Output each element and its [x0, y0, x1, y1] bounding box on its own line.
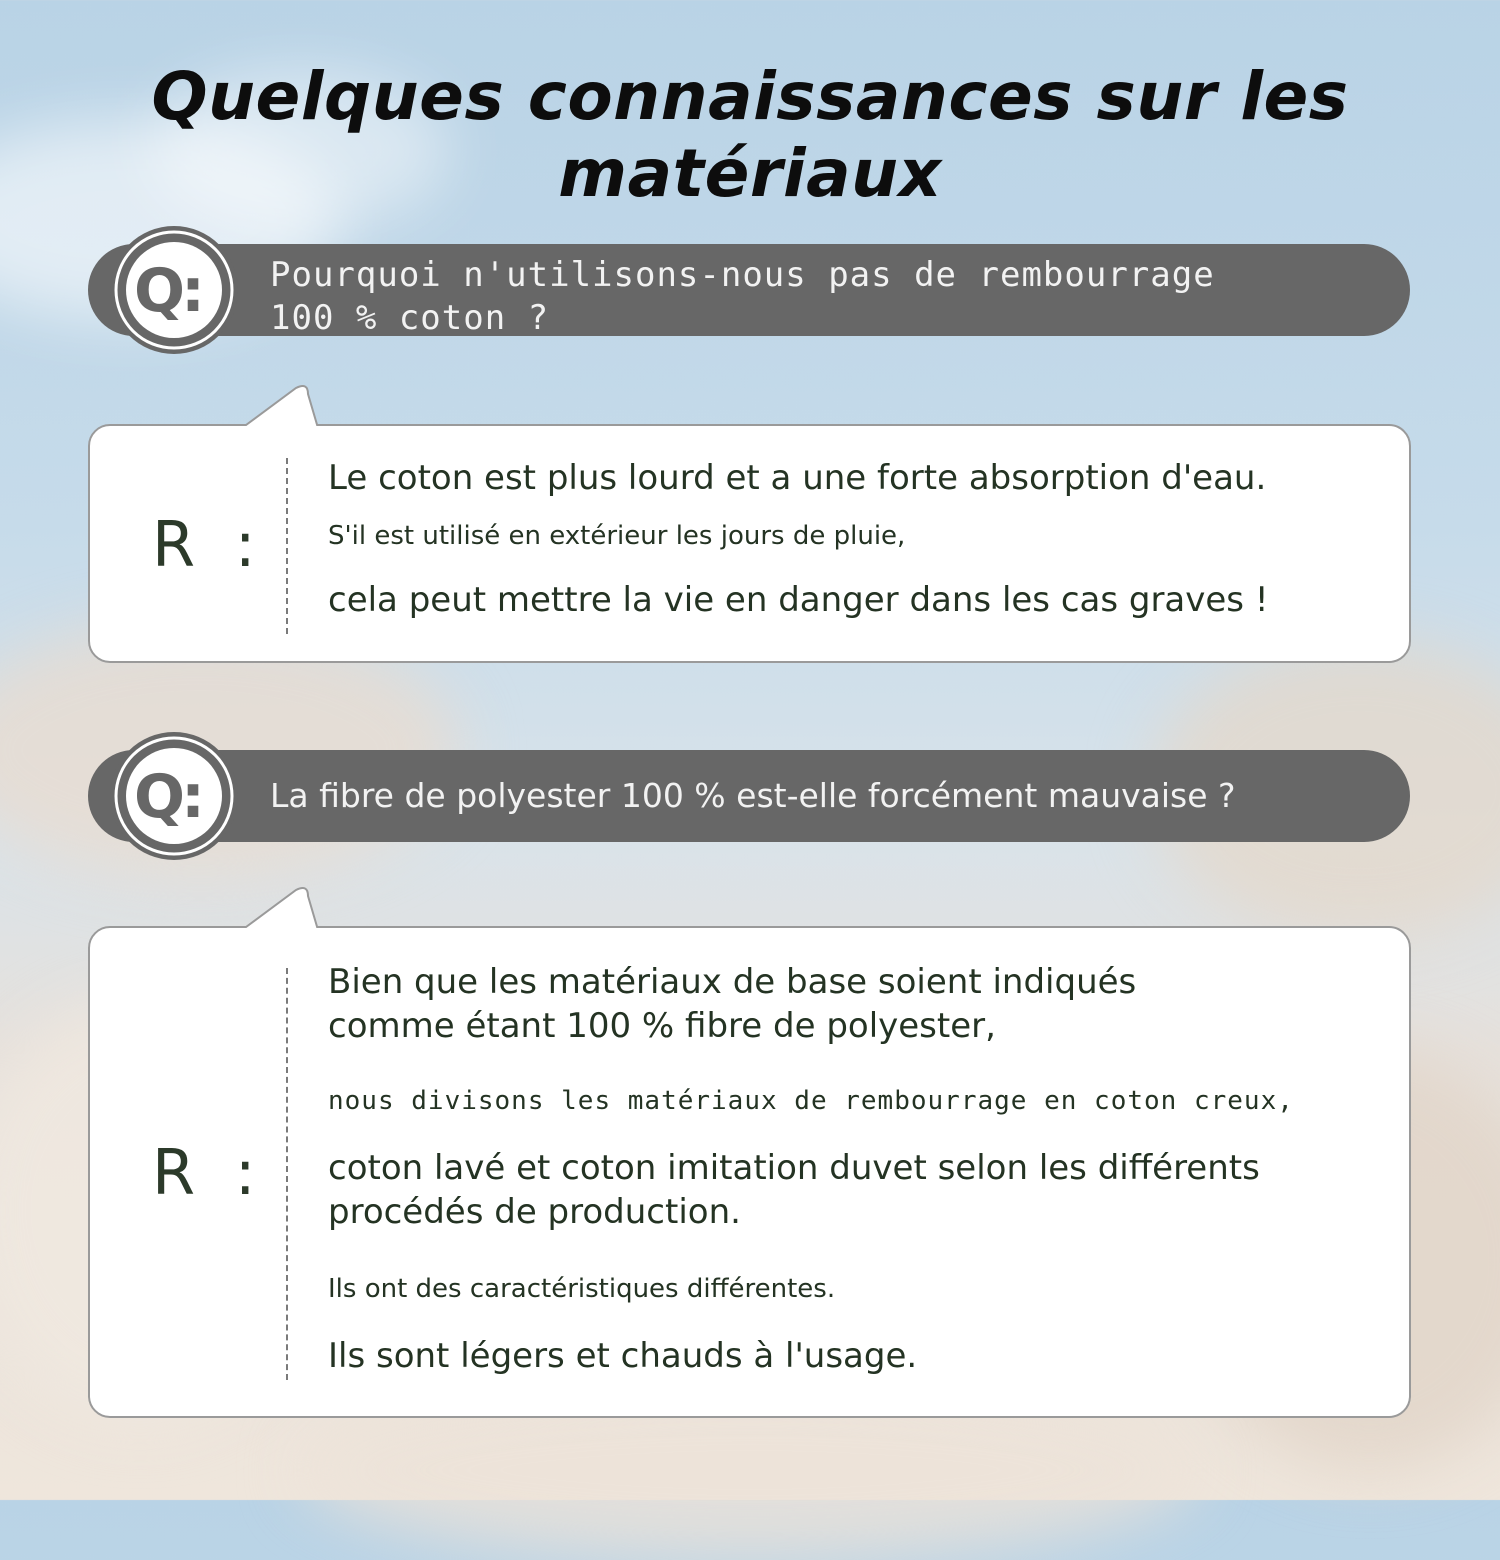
answer-2-line-5: procédés de production.	[328, 1192, 741, 1232]
answer-box-2	[88, 926, 1411, 1418]
answer-1-line-1: Le coton est plus lourd et a une forte absorption d'eau.	[328, 458, 1267, 498]
answer-2-line-1: Bien que les matériaux de base soient indiqués	[328, 962, 1137, 1002]
question-text-1	[270, 254, 1215, 340]
answer-2-line-6: Ils ont des caractéristiques différentes.	[328, 1274, 836, 1304]
answer-label-2: R :	[152, 1136, 266, 1209]
answer-divider-2	[286, 968, 288, 1380]
page-title: Quelques connaissances sur les matériaux	[151, 58, 1349, 212]
answer-divider-1	[286, 458, 288, 634]
speech-bubble-tail	[240, 886, 320, 932]
answer-2-line-4: coton lavé et coton imitation duvet selon les différents	[328, 1148, 1260, 1188]
question-1-line-1: Pourquoi n'utilisons-nous pas de rembourrage	[270, 255, 1215, 295]
q-badge-label: Q:	[134, 762, 201, 832]
answer-1-line-3: cela peut mettre la vie en danger dans les cas graves !	[328, 580, 1269, 620]
question-1-line-2: 100 % coton ?	[270, 298, 550, 338]
q-badge-1	[110, 226, 238, 354]
question-text-2: La fibre de polyester 100 % est-elle forcément mauvaise ?	[270, 776, 1236, 815]
answer-1-line-2: S'il est utilisé en extérieur les jours de pluie,	[328, 521, 906, 551]
q-badge-2	[110, 732, 238, 860]
answer-label-1: R :	[152, 508, 266, 581]
answer-box-1	[88, 424, 1411, 663]
speech-bubble-tail	[240, 384, 320, 430]
question-bar-1	[88, 244, 1410, 336]
answer-2-line-3: nous divisons les matériaux de rembourrage en coton creux,	[328, 1086, 1294, 1116]
answer-2-line-7: Ils sont légers et chauds à l'usage.	[328, 1336, 918, 1376]
q-badge-label: Q:	[134, 256, 201, 326]
question-bar-2	[88, 750, 1410, 842]
answer-2-line-2: comme étant 100 % fibre de polyester,	[328, 1006, 996, 1046]
